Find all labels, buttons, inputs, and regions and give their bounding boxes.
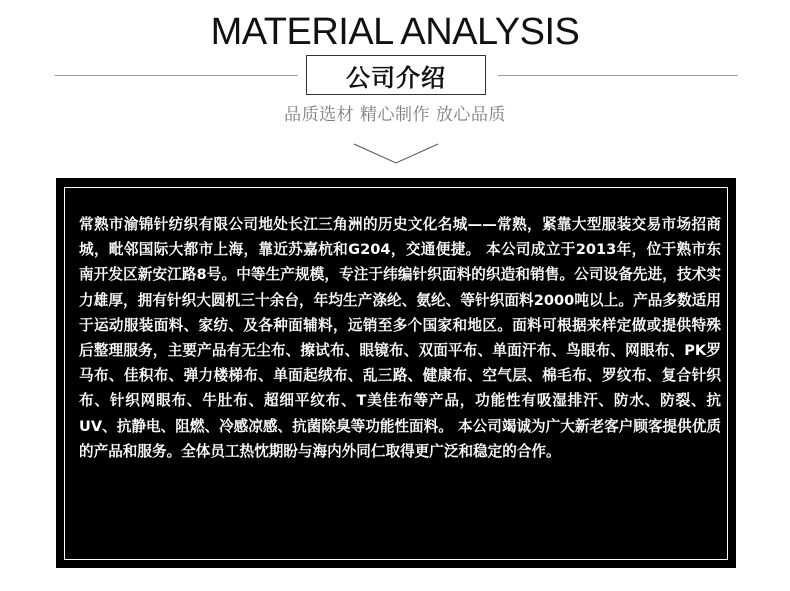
chinese-title-box	[306, 55, 486, 95]
english-title: MATERIAL ANALYSIS	[210, 11, 580, 53]
intro-panel-border	[64, 187, 728, 560]
chinese-title: 公司介绍	[346, 63, 446, 92]
intro-panel	[56, 178, 736, 568]
subtitle: 品质选材 精心制作 放心品质	[284, 105, 506, 125]
intro-text: 常熟市渝锦针纺织有限公司地处长江三角洲的历史文化名城——常熟，紧靠大型服装交易市场招商城，毗邻国际大都市上海，靠近苏嘉杭和G204，交通便捷。 本公司成立于2013年，位于熟市东南开发区新安江路8号。中等生产规模，专注于纬编针织面料的织造和销售。公司设备先进，技术实力雄厚，拥有针织大圆机三十余台，年均生产涤纶、氨纶、等针织面料2000吨以上。产品多数适用于运动服装面料、家纺、及各种面辅料，远销至多个国家和地区。面料可根据来样定做或提供特殊后整理服务，主要产品有无尘布、擦试布、眼镜布、双面平布、单面汗布、鸟眼布、网眼布、PK罗马布、佳积布、弹力楼梯布、单面起绒布、乱三路、健康布、空气层、棉毛布、罗纹布、复合针织布、针织网眼布、牛肚布、超细平纹布、T美佳布等产品，功能性有吸湿排汗、防水、防裂、抗UV、抗静电、阻燃、冷感凉感、抗菌除臭等功能性面料。 本公司竭诚为广大新老客户顾客提供优质的产品和服务。全体员工热忱期盼与海内外同仁取得更广泛和稳定的合作。	[79, 216, 721, 460]
divider-left	[55, 75, 298, 76]
chevron-down-icon	[353, 143, 439, 165]
divider-right	[498, 75, 738, 76]
